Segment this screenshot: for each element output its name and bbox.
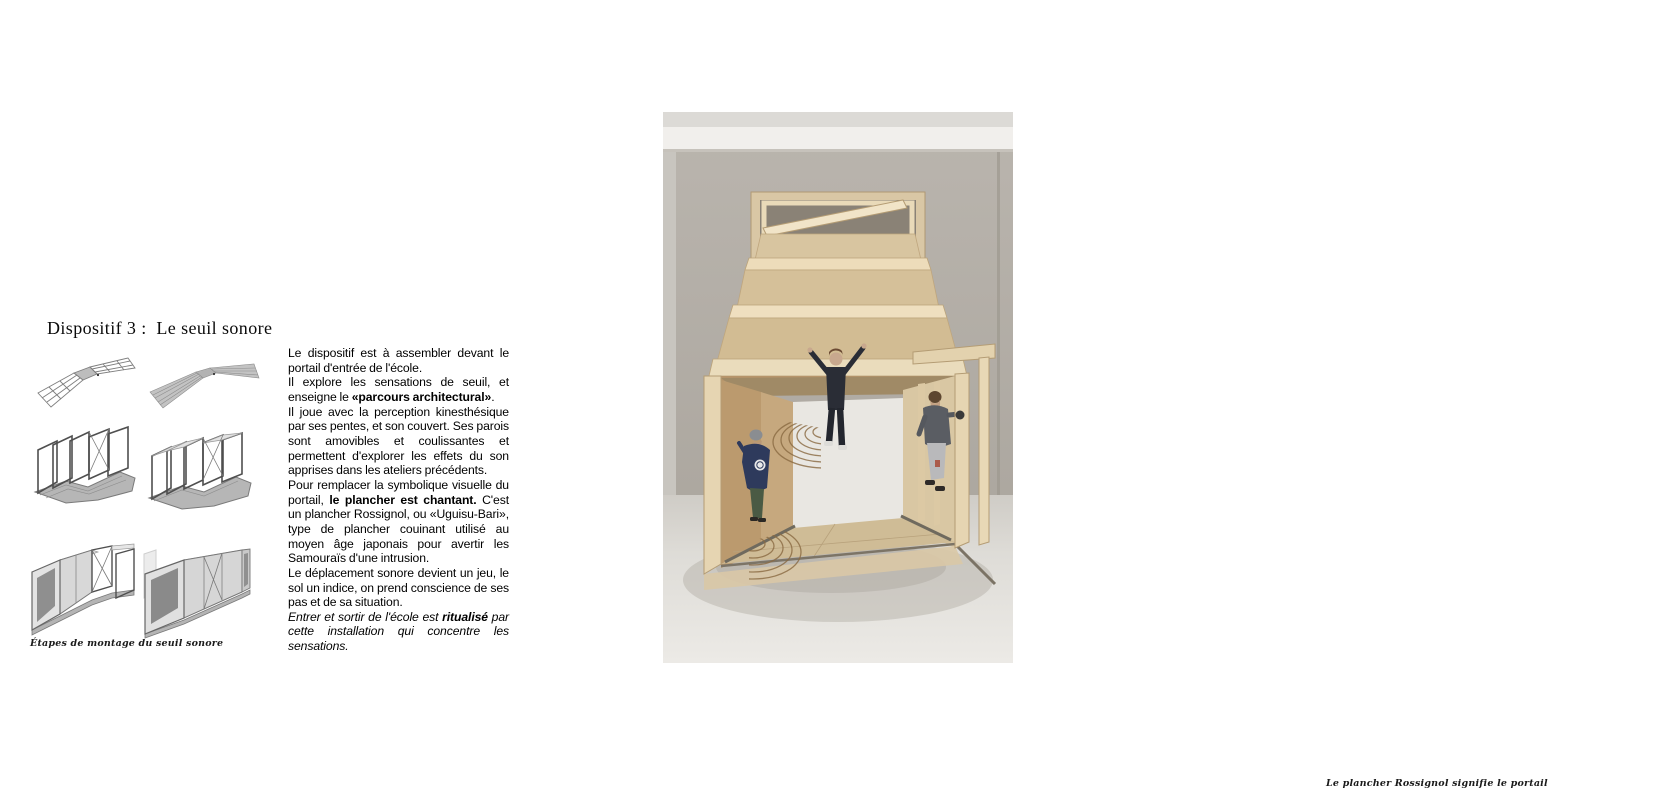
model-photo <box>663 112 1013 663</box>
paragraph: Entrer et sortir de l'école est ritualisé par cette installation qui concentre les sensations. <box>288 609 509 654</box>
figure-right-boy-hand <box>956 411 965 420</box>
sketch-stage-1-floor-wireframe <box>36 356 136 420</box>
left-figure-caption: Étapes de montage du seuil sonore <box>30 638 224 649</box>
paragraph: Il explore les sensations de seuil, et enseigne le «parcours architectural». <box>288 375 509 404</box>
page-title: Dispositif 3 : Le seuil sonore <box>47 318 273 338</box>
sketch-stage-6-tunnel-closed <box>142 542 260 634</box>
assembly-stages-figure <box>28 350 273 655</box>
sketch-stage-2-floor-solid <box>148 362 260 414</box>
sketch-stage-4-frames-with-roof <box>144 426 262 516</box>
paragraph: Le dispositif est à assembler devant le portail d'entrée de l'école. <box>288 346 509 375</box>
right-figure-caption: Le plancher Rossignol signifie le portail <box>1326 778 1548 789</box>
paragraph: Il joue avec la perception kinesthésique par ses pentes, et son couvert. Ses parois sont amovibles et coulissantes et permettent d'explorer les effets du son apprises dans les ateliers précédents. <box>288 404 509 478</box>
sketch-stage-5-tunnel-partial <box>28 538 160 638</box>
body-text <box>288 346 509 654</box>
model-photo-figure <box>663 112 1548 789</box>
paragraph: Pour remplacer la symbolique visuelle du portail, le plancher est chantant. C'est un plancher Rossignol, ou «Uguisu-Bari», type de plancher couinant utilisé au moyen âge japonais pour avertir les Samouraïs d'une intrusion. <box>288 477 509 566</box>
paragraph: Le déplacement sonore devient un jeu, le sol un indice, on prend conscience de ses pas et de sa situation. <box>288 565 509 610</box>
sketch-stage-3-portal-frames <box>32 422 138 518</box>
